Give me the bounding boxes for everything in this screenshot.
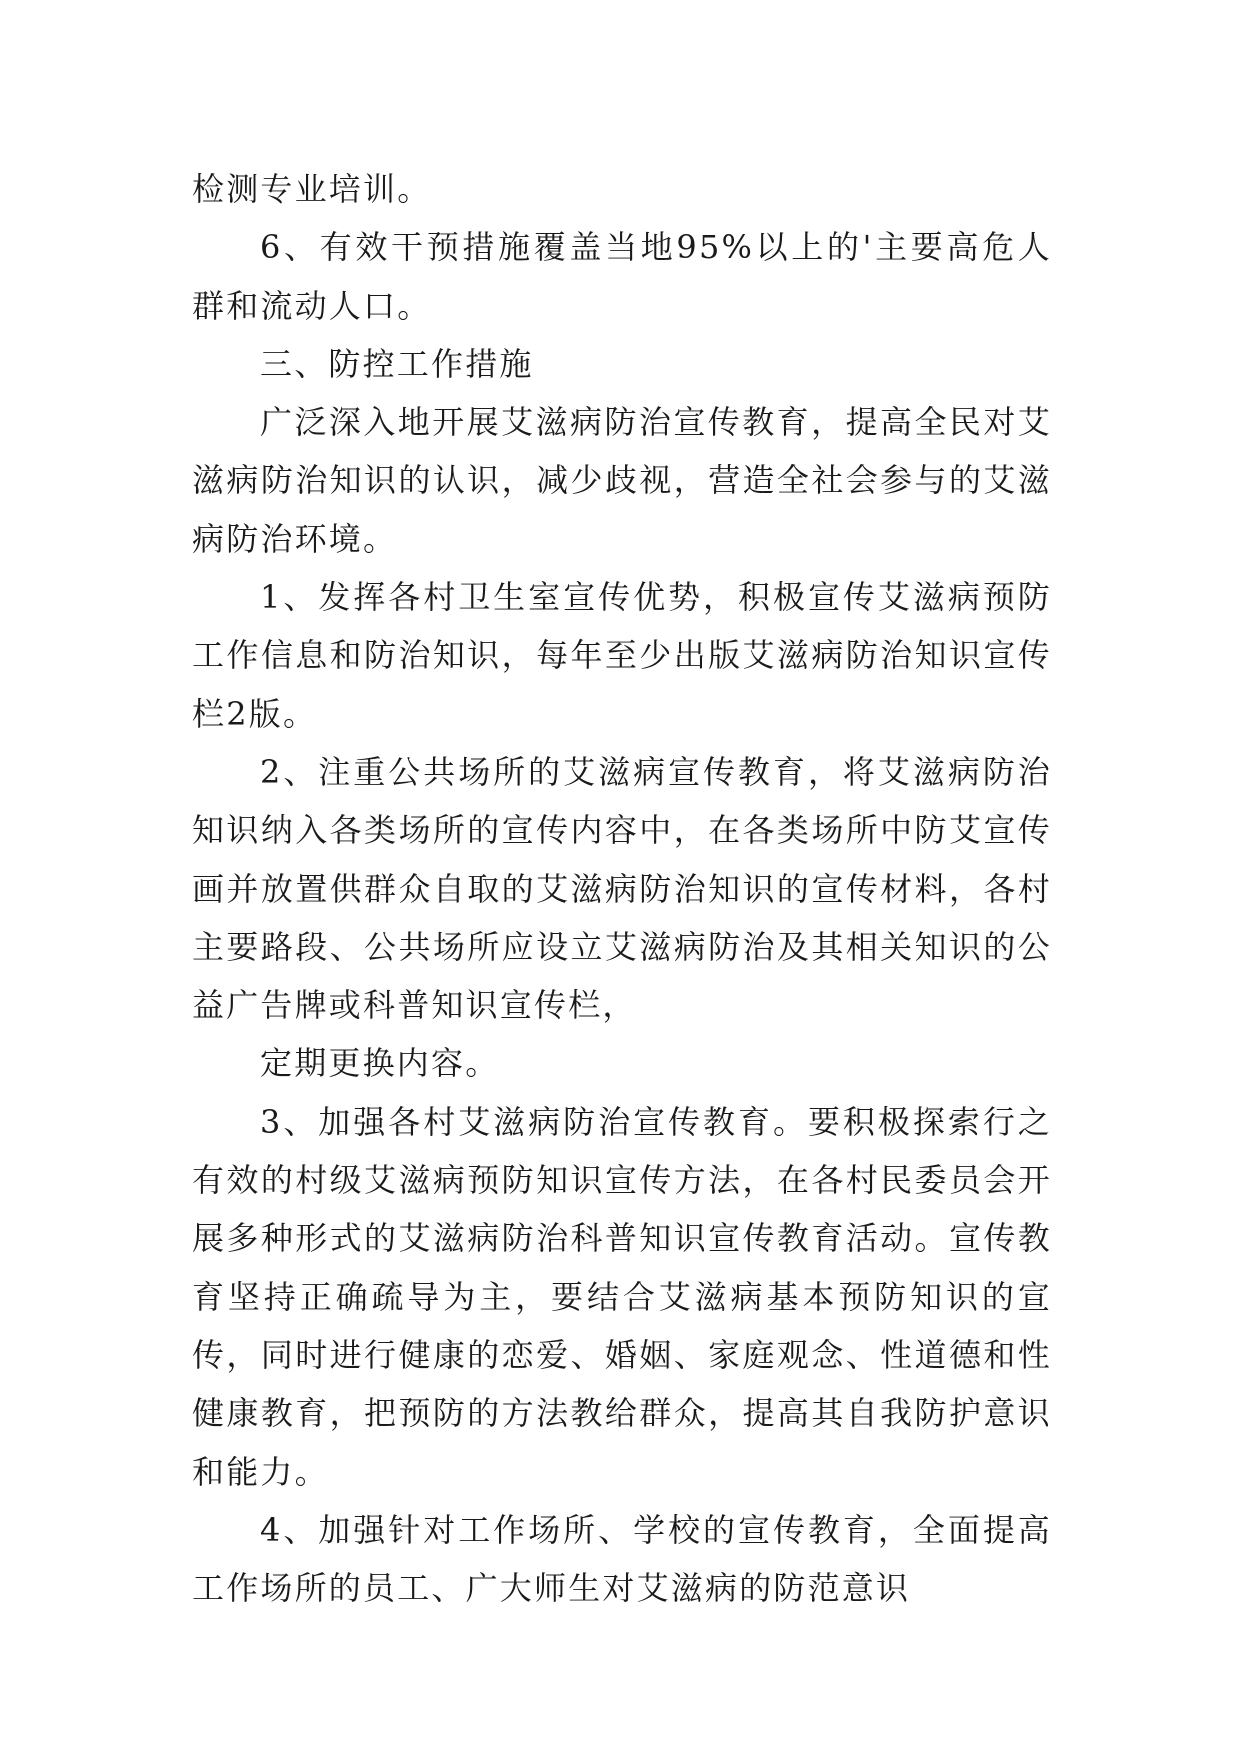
paragraph-intro: 广泛深入地开展艾滋病防治宣传教育，提高全民对艾滋病防治知识的认识，减少歧视，营造全社会参与的艾滋病防治环境。 xyxy=(192,403,1052,558)
paragraph-training: 检测专业培训。 xyxy=(192,170,432,208)
document-body xyxy=(192,160,1052,1617)
paragraph-item-6: 6、有效干预措施覆盖当地95%以上的'主要高危人群和流动人口。 xyxy=(192,228,1052,325)
paragraph-item-2: 2、注重公共场所的艾滋病宣传教育，将艾滋病防治知识纳入各类场所的宣传内容中，在各类场所中防艾宣传画并放置供群众自取的艾滋病防治知识的宣传材料，各村主要路段、公共场所应设立艾滋病防治及其相关知识的公益广告牌或科普知识宣传栏， xyxy=(192,752,1052,1025)
section-heading-measures: 三、防控工作措施 xyxy=(260,344,534,383)
paragraph-item-3: 3、加强各村艾滋病防治宣传教育。要积极探索行之有效的村级艾滋病预防知识宣传方法，在各村民委员会开展多种形式的艾滋病防治科普知识宣传教育活动。宣传教育坚持正确疏导为主，要结合艾滋病基本预防知识的宣传，同时进行健康的恋爱、婚姻、家庭观念、性道德和性健康教育，把预防的方法教给群众，提高其自我防护意识和能力。 xyxy=(192,1102,1052,1491)
paragraph-item-2-continued: 定期更换内容。 xyxy=(260,1044,500,1083)
paragraph-item-1: 1、发挥各村卫生室宣传优势，积极宣传艾滋病预防工作信息和防治知识，每年至少出版艾滋病防治知识宣传栏2版。 xyxy=(192,578,1052,733)
paragraph-item-4: 4、加强针对工作场所、学校的宣传教育，全面提高工作场所的员工、广大师生对艾滋病的防范意识 xyxy=(192,1510,1052,1608)
